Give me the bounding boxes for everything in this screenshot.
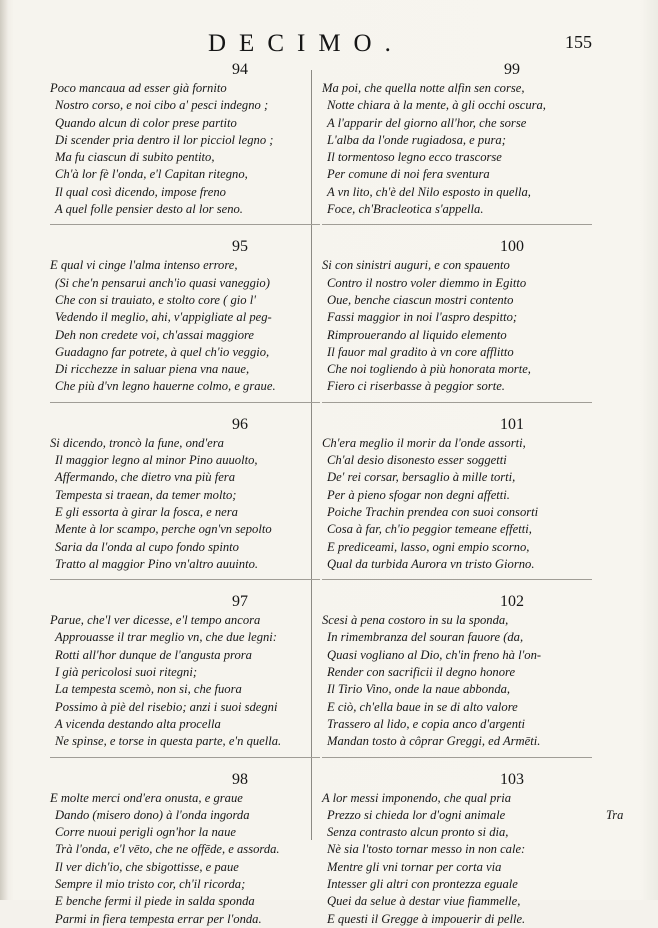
verse-line: A quel folle pensier desto al lor seno. — [55, 202, 243, 217]
verse-line: Deh non credete voi, ch'assai maggiore — [55, 327, 255, 342]
stanza-number: 102 — [500, 593, 524, 611]
stanza-number: 97 — [232, 593, 248, 611]
verse-line: Si con sinistri auguri, e con spauento — [322, 258, 510, 273]
verse-line: Nostro corso, e noi cibo a' pesci indegno ; — [55, 98, 269, 113]
verse-line: Trà l'onda, e'l vēto, che ne offēde, e assorda. — [55, 842, 280, 857]
verse-line: Il tormentoso legno ecco trascorse — [327, 150, 502, 165]
verse-line: Si dicendo, troncò la fune, ond'era — [50, 435, 224, 450]
verse-line: Ch'era meglio il morir da l'onde assorti, — [322, 435, 526, 450]
verse-line: Oue, benche ciascun mostri contento — [327, 292, 514, 307]
verse-line: Cosa à far, ch'io peggior temeane effetti, — [327, 522, 532, 537]
verse-line: Ma poi, che quella notte alfin sen corse, — [322, 81, 525, 95]
verse-line: L'alba da l'onde rugiadosa, e pura; — [327, 132, 506, 147]
verse-line: Fiero ci riserbasse à peggior sorte. — [327, 379, 505, 394]
verse-line: Quando alcun di color prese partito — [55, 115, 237, 130]
verse-line: A vn lito, ch'è del Nilo esposto in quella, — [327, 184, 531, 199]
verse-line: Il ver dich'io, che sbigottisse, e paue — [55, 859, 239, 874]
verse-line: Per comune di noi fera sventura — [327, 167, 490, 182]
verse-line: E questi il Gregge à impouerir di pelle. — [327, 911, 526, 926]
verse-line: Dando (misero dono) à l'onda ingorda — [55, 807, 250, 822]
stanza-number: 98 — [232, 770, 248, 788]
stanza-number: 99 — [504, 61, 520, 78]
stanza — [50, 770, 340, 928]
left-column — [50, 60, 340, 928]
verse-line: Approuasse il trar meglio vn, che due legni: — [55, 630, 277, 645]
stanza-number: 101 — [500, 415, 524, 433]
verse-line: Affermando, che dietro vna più fera — [55, 470, 236, 485]
verse-line: Il fauor mal gradito à vn core afflitto — [327, 344, 514, 359]
verse-line: Saria da l'onda al cupo fondo spinto — [55, 539, 239, 554]
verse-line: E gli essorta à girar la fosca, e nera — [55, 504, 238, 519]
stanza — [50, 592, 340, 750]
stanza — [322, 60, 612, 218]
verse-line: Nè sia l'tosto tornar messo in non cale: — [327, 842, 526, 857]
verse-line: Possimo à piè del risebio; anzi i suoi sdegni — [55, 699, 278, 714]
verse-line: Notte chiara à la mente, à gli occhi oscura, — [327, 98, 546, 113]
verse-line: A l'apparir del giorno all'hor, che sorse — [327, 115, 527, 130]
verse-line: Contro il nostro voler diemmo in Egitto — [327, 275, 527, 290]
verse-line: Vedendo il meglio, ahi, v'appigliate al peg- — [55, 310, 272, 325]
stanza — [50, 415, 340, 573]
stanza-separator — [322, 402, 592, 403]
verse-line: E ciò, ch'ella baue in se di alto valore — [327, 699, 518, 714]
stanza-number: 103 — [500, 770, 524, 788]
stanza — [50, 237, 340, 395]
gutter-shadow — [0, 0, 8, 900]
verse-line: Poco mancaua ad esser già fornito — [50, 81, 227, 95]
stanza-separator — [50, 402, 320, 403]
verse-line: Ma fu ciascun di subito pentito, — [55, 150, 215, 165]
stanza — [322, 237, 612, 395]
stanza — [322, 592, 612, 750]
verse-line: E prediceami, lasso, ogni empio scorno, — [327, 539, 530, 554]
verse-line: Guadagno far potrete, à quel ch'io veggio, — [55, 344, 270, 359]
verse-line: Parue, che'l ver dicesse, e'l tempo ancora — [50, 613, 261, 628]
verse-line: Il Tirio Vino, onde la naue abbonda, — [327, 682, 511, 697]
verse-line: Corre nuoui perigli ogn'hor la naue — [55, 825, 236, 840]
verse-line: Mentre gli vni tornar per corta via — [327, 859, 502, 874]
stanza-number: 100 — [500, 238, 524, 256]
verse-line: Tratto al maggior Pino vn'altro auuinto. — [55, 556, 259, 571]
verse-line: Fassi maggior in noi l'aspro despitto; — [327, 310, 518, 325]
page-header-title: DECIMO. — [208, 30, 404, 57]
catchword: Tra — [606, 808, 624, 822]
verse-line: Mandan tosto à côprar Greggi, ed Armēti. — [327, 734, 541, 749]
stanza-separator — [322, 579, 592, 580]
verse-line: Parmi in fiera tempesta errar per l'onda. — [55, 911, 262, 926]
verse-line: Di scender pria dentro il lor picciol legno ; — [55, 132, 274, 147]
verse-line: (Si che'n pensarui anch'io quasi vaneggio) — [55, 275, 270, 290]
verse-line: Che noi togliendo à più honorata morte, — [327, 362, 531, 377]
verse-line: La tempesta scemò, non si, che fuora — [55, 682, 242, 697]
verse-line: A lor messi imponendo, che qual pria — [322, 790, 512, 805]
page-number: 155 — [565, 32, 592, 52]
verse-line: Trassero al lido, e copia anco d'argenti — [327, 716, 526, 731]
stanza — [322, 770, 612, 928]
verse-line: Scesi à pena costoro in su la sponda, — [322, 613, 509, 628]
verse-line: Rimprouerando al liquido elemento — [327, 327, 507, 342]
stanza — [322, 415, 612, 573]
verse-line: Prezzo si chieda lor d'ogni animale — [327, 807, 506, 822]
verse-line: Render con sacrificii il degno honore — [327, 665, 516, 680]
verse-line: De' rei corsar, bersaglio à mille torti, — [327, 470, 516, 485]
stanza-number: 95 — [232, 238, 248, 256]
verse-line: Ch'à lor fè l'onda, e'l Capitan ritegno, — [55, 167, 248, 182]
verse-line: Che con si trauiato, e stolto core ( gio l' — [55, 292, 256, 307]
stanza-number: 96 — [232, 415, 248, 433]
right-column — [322, 60, 612, 928]
verse-line: A vicenda destando alta procella — [55, 716, 221, 731]
stanza — [50, 60, 340, 218]
stanza-separator — [50, 757, 320, 758]
verse-line: Che più d'vn legno hauerne colmo, e graue. — [55, 379, 276, 394]
stanza-separator — [322, 224, 592, 225]
verse-line: Sempre il mio tristo cor, ch'il ricorda; — [55, 876, 246, 891]
verse-line: I già pericolosi suoi ritegni; — [55, 665, 198, 680]
verse-line: Qual da turbida Aurora vn tristo Giorno. — [327, 556, 535, 571]
verse-line: Tempesta si traean, da temer molto; — [55, 487, 237, 502]
stanza-separator — [322, 757, 592, 758]
verse-line: Ne spinse, e torse in questa parte, e'n quella. — [55, 734, 282, 749]
stanza-number: 94 — [232, 61, 248, 78]
verse-line: E benche fermi il piede in salda sponda — [55, 894, 255, 909]
verse-line: Quasi vogliano al Dio, ch'in freno hà l'on- — [327, 647, 542, 662]
verse-line: Quei da selue à destar viue fiammelle, — [327, 894, 521, 909]
verse-line: Foce, ch'Bracleotica s'appella. — [327, 202, 484, 217]
verse-line: Rotti all'hor dunque de l'angusta prora — [55, 647, 252, 662]
verse-line: Ch'al desio disonesto esser soggetti — [327, 453, 507, 468]
verse-line: E qual vi cinge l'alma intenso errore, — [50, 258, 238, 273]
verse-line: Il maggior legno al minor Pino auuolto, — [55, 453, 258, 468]
stanza-separator — [50, 224, 320, 225]
verse-line: Il qual così dicendo, impose freno — [55, 184, 226, 199]
verse-line: E molte merci ond'era onusta, e graue — [50, 790, 243, 805]
verse-line: Senza contrasto alcun pronto si dia, — [327, 825, 509, 840]
verse-line: Poiche Trachin prendea con suoi consorti — [327, 504, 539, 519]
verse-line: Di ricchezze in saluar piena vna naue, — [55, 362, 250, 377]
verse-line: In rimembranza del souran fauore (da, — [327, 630, 524, 645]
stanza-separator — [50, 579, 320, 580]
verse-line: Per à pieno sfogar non degni affetti. — [327, 487, 510, 502]
verse-line: Intesser gli altri con prontezza eguale — [327, 876, 518, 891]
verse-line: Mente à lor scampo, perche ogn'vn sepolto — [55, 522, 272, 537]
